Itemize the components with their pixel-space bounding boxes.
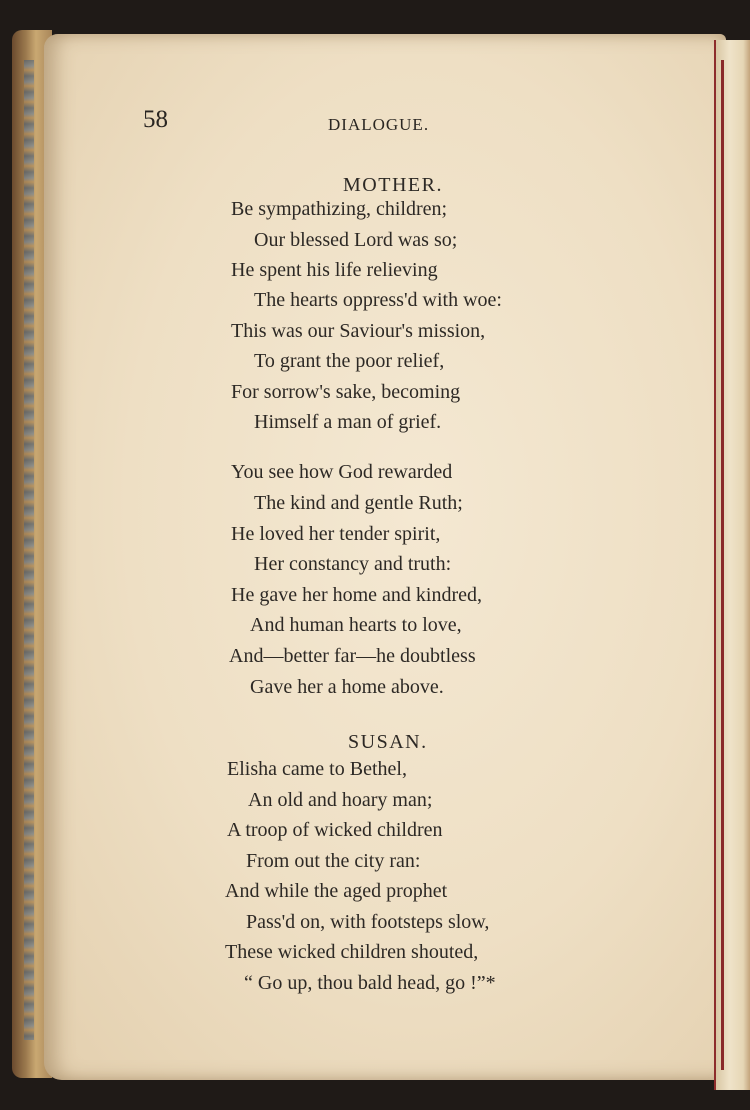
poem-line: And while the aged prophet bbox=[225, 880, 448, 902]
poem-line: To grant the poor relief, bbox=[254, 350, 445, 372]
poem-line: A troop of wicked children bbox=[227, 819, 443, 841]
binding-red-edge bbox=[721, 60, 724, 1070]
poem-line: The kind and gentle Ruth; bbox=[254, 492, 463, 514]
speaker-label: SUSAN. bbox=[348, 731, 428, 753]
poem-line: And human hearts to love, bbox=[250, 614, 462, 636]
poem-line: He loved her tender spirit, bbox=[231, 523, 441, 545]
speaker-label: MOTHER. bbox=[343, 174, 443, 196]
poem-line: He spent his life relieving bbox=[231, 259, 438, 281]
poem-line: Pass'd on, with footsteps slow, bbox=[246, 911, 490, 933]
poem-line: This was our Saviour's mission, bbox=[231, 320, 486, 342]
poem-line: Gave her a home above. bbox=[250, 676, 444, 698]
poem-line: You see how God rewarded bbox=[231, 461, 453, 483]
poem-line: These wicked children shouted, bbox=[225, 941, 479, 963]
poem-line: Our blessed Lord was so; bbox=[254, 229, 458, 251]
poem-line: An old and hoary man; bbox=[248, 789, 433, 811]
poem-line: “ Go up, thou bald head, go !”* bbox=[244, 972, 496, 994]
poem-line: Be sympathizing, children; bbox=[231, 198, 448, 220]
marbled-edge bbox=[24, 60, 34, 1040]
poem-line: For sorrow's sake, becoming bbox=[231, 381, 461, 403]
running-title: DIALOGUE. bbox=[328, 115, 430, 134]
poem-line: And—better far—he doubtless bbox=[229, 645, 476, 667]
facing-page-edge bbox=[714, 40, 750, 1090]
poem-line: Himself a man of grief. bbox=[254, 411, 442, 433]
poem-line: Elisha came to Bethel, bbox=[227, 758, 407, 780]
page-number: 58 bbox=[143, 106, 168, 133]
poem-line: He gave her home and kindred, bbox=[231, 584, 483, 606]
poem-line: From out the city ran: bbox=[246, 850, 421, 872]
poem-line: The hearts oppress'd with woe: bbox=[254, 289, 502, 311]
poem-line: Her constancy and truth: bbox=[254, 553, 452, 575]
